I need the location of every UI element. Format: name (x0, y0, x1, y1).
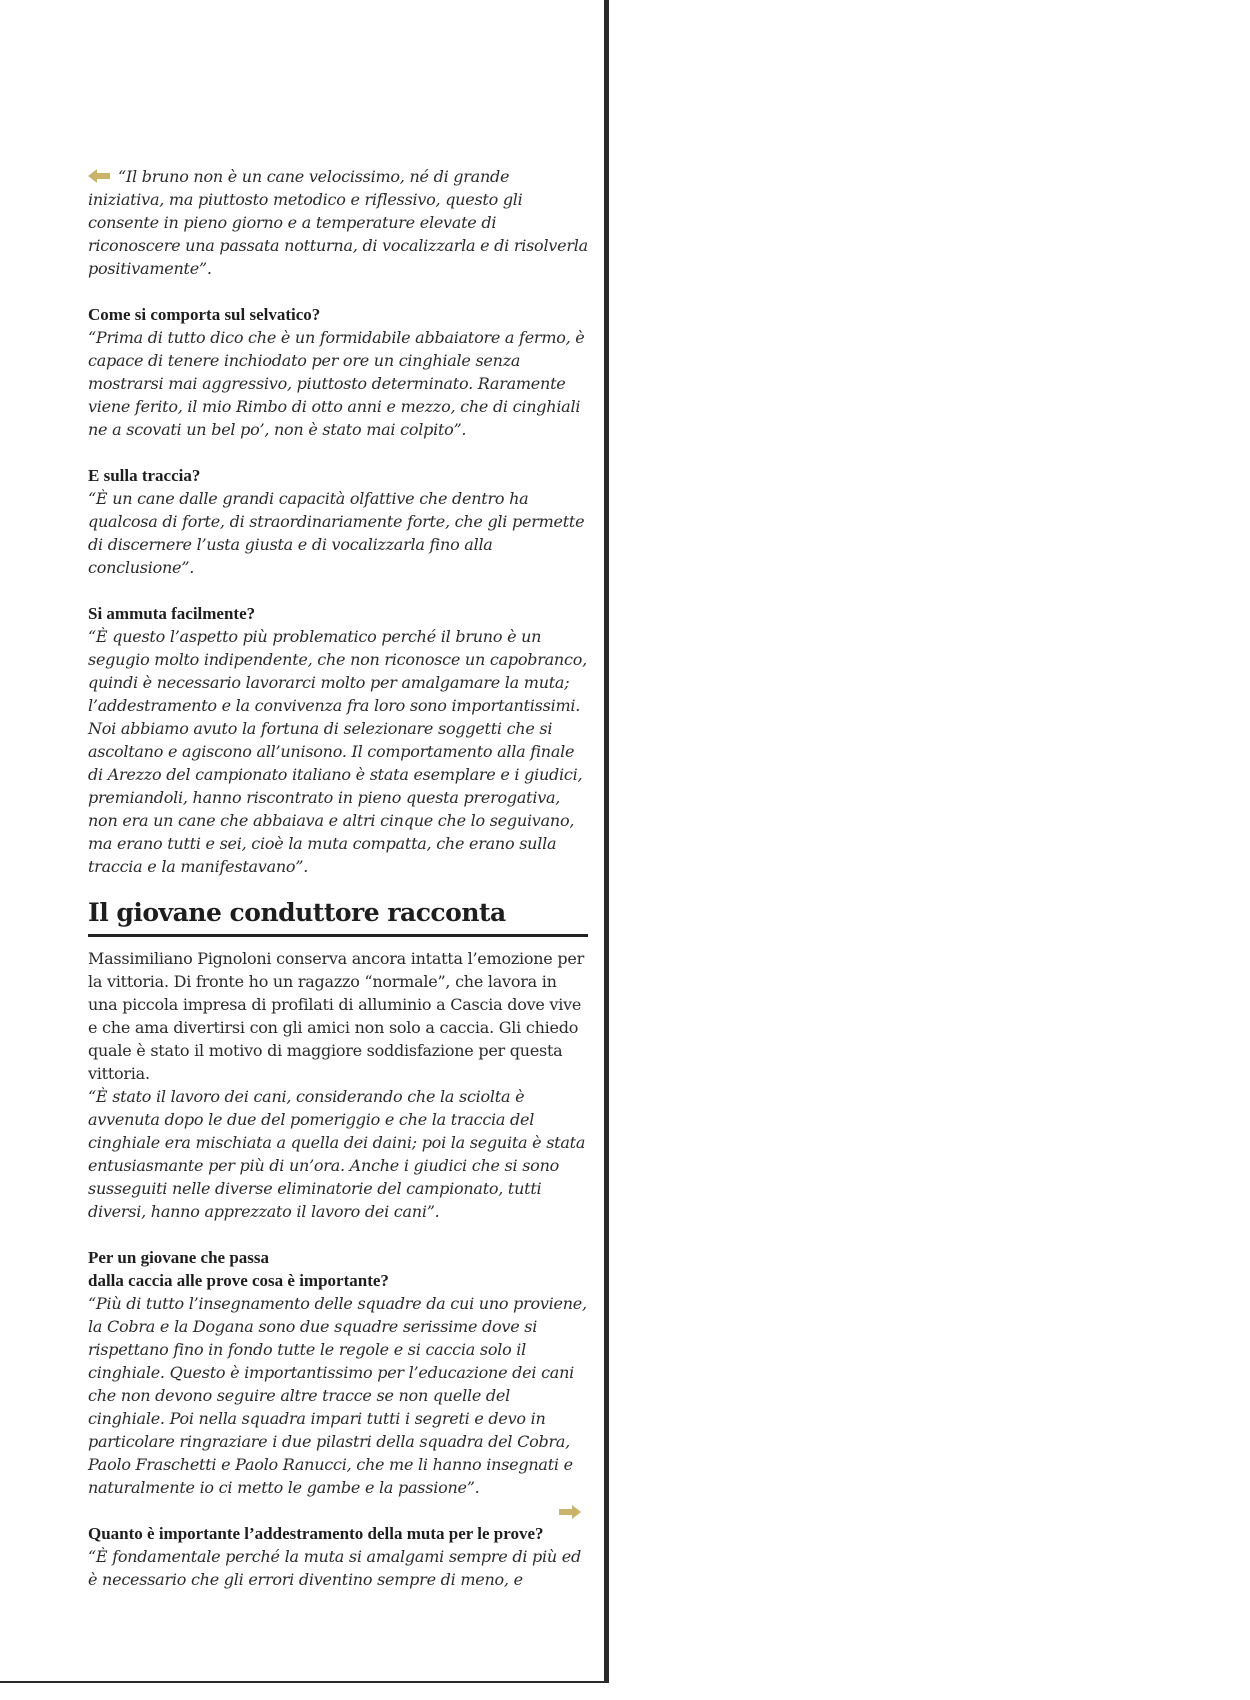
page-edge-right (604, 0, 609, 1683)
question-behaviour: Come si comporta sul selvatico? (88, 305, 321, 324)
question-young-handler-line1: Per un giovane che passa (88, 1248, 270, 1267)
section-body: Massimiliano Pignoloni conserva ancora intatta l’emozione per la vittoria. Di fronte ho un ragazzo “normale”, che lavora in una piccola impresa di profilati di alluminio a Cascia dove vive e che ama divertirsi con gli amici non solo a caccia. Gli chiedo quale è stato il motivo di maggiore soddisfazione per questa vittoria. (88, 949, 584, 1083)
answer-pack: “È questo l’aspetto più problematico perché il bruno è un segugio molto indipendente, che non riconosce un capobranco, quindi è necessario lavorarci molto per amalgamare la muta; l’addestramento e la convivenza fra loro sono importantissimi. Noi abbiamo avuto la fortuna di selezionare soggetti che si ascoltano e agiscono all’unisono. Il comportamento alla finale di Arezzo del campionato italiano è stata esemplare e i giudici, premiandoli, hanno riscontrato in pieno questa prerogativa, non era un cane che abbaiava e altri cinque che lo seguivano, ma erano tutti e sei, cioè la muta compatta, che erano sulla traccia e la manifestavano”. (88, 627, 587, 876)
question-trail: E sulla traccia? (88, 466, 201, 485)
question-young-handler (88, 1246, 588, 1292)
answer-behaviour: “Prima di tutto dico che è un formidabile abbaiatore a fermo, è capace di tenere inchiodato per ore un cinghiale senza mostrarsi mai aggressivo, piuttosto determinato. Raramente viene ferito, il mio Rimbo di otto anni e mezzo, che di cinghiali ne a scovati un bel po’, non è stato mai colpito”. (88, 328, 585, 439)
answer-trail: “È un cane dalle grandi capacità olfattive che dentro ha qualcosa di forte, di straordinariamente forte, che gli permette di discernere l’usta giusta e di vocalizzarla fino alla conclusione”. (88, 489, 585, 577)
intro-paragraph (88, 165, 588, 280)
arrow-right-icon (559, 1505, 581, 1519)
page-edge-bottom (0, 1681, 609, 1683)
question-training: Quanto è importante l’addestramento della muta per le prove? (88, 1524, 544, 1543)
section-heading: Il giovane conduttore racconta (88, 898, 506, 927)
answer-training: “È fondamentale perché la muta si amalgami sempre di più ed è necessario che gli errori diventino sempre di meno, e (88, 1547, 582, 1589)
article-column (88, 165, 588, 1591)
intro-paragraph-text: “Il bruno non è un cane velocissimo, né di grande iniziativa, ma piuttosto metodico e riflessivo, questo gli consente in pieno giorno e a temperature elevate di riconoscere una passata notturna, di vocalizzarla e di risolverla positivamente”. (88, 167, 588, 278)
question-young-handler-line2: dalla caccia alle prove cosa è importante? (88, 1271, 389, 1290)
question-pack: Si ammuta facilmente? (88, 604, 256, 623)
section-body-quote: “È stato il lavoro dei cani, considerando che la sciolta è avvenuta dopo le due del pomeriggio e che la traccia del cinghiale era mischiata a quella dei daini; poi la seguita è stata entusiasmante per più di un’ora. Anche i giudici che si sono susseguiti nelle diverse eliminatorie del campionato, tutti diversi, hanno apprezzato il lavoro dei cani”. (88, 1087, 586, 1221)
answer-young-handler: “Più di tutto l’insegnamento delle squadre da cui uno proviene, la Cobra e la Dogana sono due squadre serissime dove si rispettano fino in fondo tutte le regole e si caccia solo il cinghiale. Questo è importantissimo per l’educazione dei cani che non devono seguire altre tracce se non quelle del cinghiale. Poi nella squadra impari tutti i segreti e devo in particolare ringraziare i due pilastri della squadra del Cobra, Paolo Fraschetti e Paolo Ranucci, che me li hanno insegnati e naturalmente io ci metto le gambe e la passione”. (88, 1294, 587, 1497)
section-heading-block (88, 896, 588, 937)
